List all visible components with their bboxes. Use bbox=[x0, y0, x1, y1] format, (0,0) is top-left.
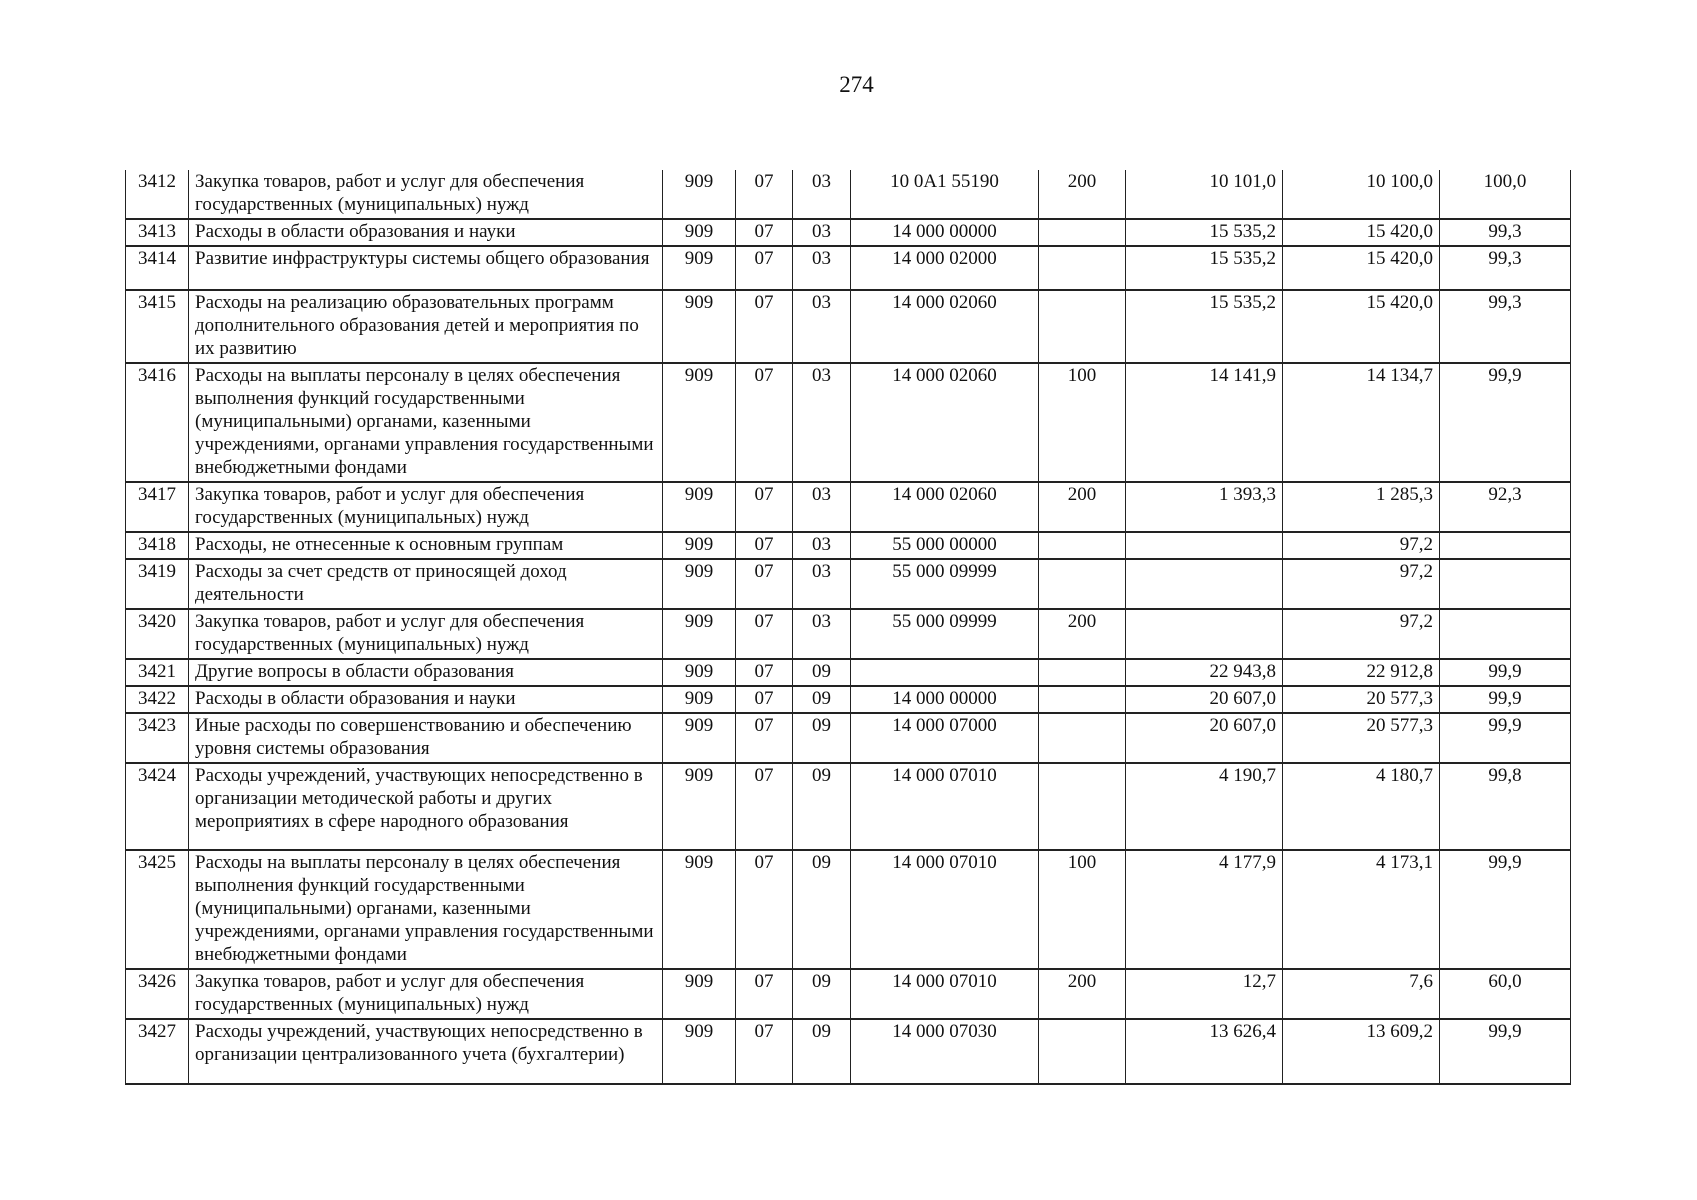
expense-kind-cell bbox=[1039, 219, 1126, 246]
target-code-cell: 10 0A1 55190 bbox=[851, 170, 1039, 219]
expense-kind-cell: 200 bbox=[1039, 482, 1126, 532]
percent-cell bbox=[1440, 609, 1571, 659]
section-code-cell: 07 bbox=[736, 713, 793, 763]
planned-amount-cell: 22 943,8 bbox=[1126, 659, 1283, 686]
target-code-cell: 14 000 07010 bbox=[851, 850, 1039, 969]
planned-amount-cell: 12,7 bbox=[1126, 969, 1283, 1019]
section-code-cell: 07 bbox=[736, 170, 793, 219]
table-row bbox=[126, 659, 1571, 686]
expense-name-cell: Расходы учреждений, участвующих непосредственно в организации централизованного учета (бухгалтерии) bbox=[189, 1019, 663, 1084]
table-row bbox=[126, 609, 1571, 659]
subsection-code-cell: 03 bbox=[793, 219, 851, 246]
subsection-code-cell: 09 bbox=[793, 659, 851, 686]
section-code-cell: 07 bbox=[736, 246, 793, 290]
percent-cell bbox=[1440, 559, 1571, 609]
expense-kind-cell: 200 bbox=[1039, 609, 1126, 659]
subsection-code-cell: 09 bbox=[793, 713, 851, 763]
percent-cell: 99,9 bbox=[1440, 659, 1571, 686]
row-number-cell: 3420 bbox=[126, 609, 189, 659]
planned-amount-cell: 4 177,9 bbox=[1126, 850, 1283, 969]
target-code-cell: 14 000 02060 bbox=[851, 290, 1039, 363]
table-row bbox=[126, 290, 1571, 363]
percent-cell: 99,9 bbox=[1440, 686, 1571, 713]
admin-code-cell: 909 bbox=[663, 246, 736, 290]
table-row bbox=[126, 363, 1571, 482]
expense-kind-cell bbox=[1039, 246, 1126, 290]
percent-cell: 92,3 bbox=[1440, 482, 1571, 532]
row-number-cell: 3425 bbox=[126, 850, 189, 969]
planned-amount-cell: 10 101,0 bbox=[1126, 170, 1283, 219]
actual-amount-cell: 15 420,0 bbox=[1283, 290, 1440, 363]
subsection-code-cell: 03 bbox=[793, 170, 851, 219]
planned-amount-cell: 20 607,0 bbox=[1126, 713, 1283, 763]
planned-amount-cell: 15 535,2 bbox=[1126, 290, 1283, 363]
planned-amount-cell bbox=[1126, 532, 1283, 559]
percent-cell: 99,8 bbox=[1440, 763, 1571, 850]
row-number-cell: 3423 bbox=[126, 713, 189, 763]
actual-amount-cell: 15 420,0 bbox=[1283, 246, 1440, 290]
table-row bbox=[126, 246, 1571, 290]
section-code-cell: 07 bbox=[736, 219, 793, 246]
admin-code-cell: 909 bbox=[663, 1019, 736, 1084]
actual-amount-cell: 13 609,2 bbox=[1283, 1019, 1440, 1084]
expense-kind-cell: 100 bbox=[1039, 850, 1126, 969]
table-row bbox=[126, 559, 1571, 609]
actual-amount-cell: 97,2 bbox=[1283, 609, 1440, 659]
admin-code-cell: 909 bbox=[663, 969, 736, 1019]
admin-code-cell: 909 bbox=[663, 219, 736, 246]
actual-amount-cell: 15 420,0 bbox=[1283, 219, 1440, 246]
actual-amount-cell: 1 285,3 bbox=[1283, 482, 1440, 532]
row-number-cell: 3418 bbox=[126, 532, 189, 559]
planned-amount-cell: 15 535,2 bbox=[1126, 246, 1283, 290]
actual-amount-cell: 14 134,7 bbox=[1283, 363, 1440, 482]
section-code-cell: 07 bbox=[736, 363, 793, 482]
planned-amount-cell: 4 190,7 bbox=[1126, 763, 1283, 850]
target-code-cell: 14 000 07010 bbox=[851, 763, 1039, 850]
subsection-code-cell: 09 bbox=[793, 686, 851, 713]
budget-table bbox=[125, 170, 1571, 1085]
actual-amount-cell: 97,2 bbox=[1283, 532, 1440, 559]
target-code-cell: 14 000 02060 bbox=[851, 482, 1039, 532]
expense-kind-cell bbox=[1039, 559, 1126, 609]
subsection-code-cell: 03 bbox=[793, 290, 851, 363]
row-number-cell: 3424 bbox=[126, 763, 189, 850]
table-row bbox=[126, 482, 1571, 532]
admin-code-cell: 909 bbox=[663, 713, 736, 763]
section-code-cell: 07 bbox=[736, 659, 793, 686]
table-row bbox=[126, 170, 1571, 219]
admin-code-cell: 909 bbox=[663, 170, 736, 219]
target-code-cell: 55 000 09999 bbox=[851, 609, 1039, 659]
row-number-cell: 3415 bbox=[126, 290, 189, 363]
row-number-cell: 3422 bbox=[126, 686, 189, 713]
actual-amount-cell: 10 100,0 bbox=[1283, 170, 1440, 219]
table-row bbox=[126, 219, 1571, 246]
table-row bbox=[126, 969, 1571, 1019]
section-code-cell: 07 bbox=[736, 532, 793, 559]
expense-name-cell: Другие вопросы в области образования bbox=[189, 659, 663, 686]
section-code-cell: 07 bbox=[736, 290, 793, 363]
percent-cell: 100,0 bbox=[1440, 170, 1571, 219]
section-code-cell: 07 bbox=[736, 850, 793, 969]
section-code-cell: 07 bbox=[736, 686, 793, 713]
actual-amount-cell: 20 577,3 bbox=[1283, 713, 1440, 763]
percent-cell: 99,9 bbox=[1440, 850, 1571, 969]
admin-code-cell: 909 bbox=[663, 659, 736, 686]
section-code-cell: 07 bbox=[736, 609, 793, 659]
percent-cell: 60,0 bbox=[1440, 969, 1571, 1019]
subsection-code-cell: 03 bbox=[793, 246, 851, 290]
expense-kind-cell: 100 bbox=[1039, 363, 1126, 482]
actual-amount-cell: 20 577,3 bbox=[1283, 686, 1440, 713]
subsection-code-cell: 09 bbox=[793, 850, 851, 969]
admin-code-cell: 909 bbox=[663, 532, 736, 559]
target-code-cell: 55 000 09999 bbox=[851, 559, 1039, 609]
expense-kind-cell bbox=[1039, 713, 1126, 763]
target-code-cell: 14 000 00000 bbox=[851, 686, 1039, 713]
target-code-cell: 14 000 07030 bbox=[851, 1019, 1039, 1084]
expense-kind-cell bbox=[1039, 763, 1126, 850]
table-row bbox=[126, 850, 1571, 969]
planned-amount-cell: 15 535,2 bbox=[1126, 219, 1283, 246]
subsection-code-cell: 03 bbox=[793, 532, 851, 559]
row-number-cell: 3414 bbox=[126, 246, 189, 290]
target-code-cell: 14 000 07010 bbox=[851, 969, 1039, 1019]
admin-code-cell: 909 bbox=[663, 609, 736, 659]
table-row bbox=[126, 1019, 1571, 1084]
percent-cell: 99,3 bbox=[1440, 246, 1571, 290]
percent-cell: 99,3 bbox=[1440, 290, 1571, 363]
subsection-code-cell: 03 bbox=[793, 559, 851, 609]
section-code-cell: 07 bbox=[736, 969, 793, 1019]
row-number-cell: 3419 bbox=[126, 559, 189, 609]
target-code-cell: 55 000 00000 bbox=[851, 532, 1039, 559]
expense-name-cell: Расходы на реализацию образовательных программ дополнительного образования детей и мероприятия по их развитию bbox=[189, 290, 663, 363]
percent-cell: 99,9 bbox=[1440, 1019, 1571, 1084]
expense-name-cell: Закупка товаров, работ и услуг для обеспечения государственных (муниципальных) нужд bbox=[189, 609, 663, 659]
planned-amount-cell bbox=[1126, 609, 1283, 659]
actual-amount-cell: 4 180,7 bbox=[1283, 763, 1440, 850]
expense-name-cell: Иные расходы по совершенствованию и обеспечению уровня системы образования bbox=[189, 713, 663, 763]
expense-kind-cell: 200 bbox=[1039, 170, 1126, 219]
subsection-code-cell: 09 bbox=[793, 969, 851, 1019]
planned-amount-cell: 20 607,0 bbox=[1126, 686, 1283, 713]
planned-amount-cell: 1 393,3 bbox=[1126, 482, 1283, 532]
expense-kind-cell bbox=[1039, 1019, 1126, 1084]
percent-cell: 99,9 bbox=[1440, 713, 1571, 763]
percent-cell: 99,9 bbox=[1440, 363, 1571, 482]
target-code-cell: 14 000 02000 bbox=[851, 246, 1039, 290]
target-code-cell: 14 000 02060 bbox=[851, 363, 1039, 482]
row-number-cell: 3412 bbox=[126, 170, 189, 219]
admin-code-cell: 909 bbox=[663, 363, 736, 482]
expense-kind-cell: 200 bbox=[1039, 969, 1126, 1019]
expense-name-cell: Расходы учреждений, участвующих непосредственно в организации методической работы и других мероприятиях в сфере народного образования bbox=[189, 763, 663, 850]
table-row bbox=[126, 686, 1571, 713]
actual-amount-cell: 22 912,8 bbox=[1283, 659, 1440, 686]
actual-amount-cell: 97,2 bbox=[1283, 559, 1440, 609]
expense-kind-cell bbox=[1039, 659, 1126, 686]
percent-cell bbox=[1440, 532, 1571, 559]
actual-amount-cell: 7,6 bbox=[1283, 969, 1440, 1019]
expense-name-cell: Расходы за счет средств от приносящей доход деятельности bbox=[189, 559, 663, 609]
table-row bbox=[126, 763, 1571, 850]
section-code-cell: 07 bbox=[736, 1019, 793, 1084]
expense-name-cell: Расходы в области образования и науки bbox=[189, 219, 663, 246]
planned-amount-cell: 13 626,4 bbox=[1126, 1019, 1283, 1084]
expense-name-cell: Расходы на выплаты персоналу в целях обеспечения выполнения функций государственными (муниципальными) органами, казенными учреждениями, органами управления государственными внебюджетными фондами bbox=[189, 363, 663, 482]
admin-code-cell: 909 bbox=[663, 686, 736, 713]
expense-name-cell: Расходы на выплаты персоналу в целях обеспечения выполнения функций государственными (муниципальными) органами, казенными учреждениями, органами управления государственными внебюджетными фондами bbox=[189, 850, 663, 969]
section-code-cell: 07 bbox=[736, 559, 793, 609]
expense-name-cell: Закупка товаров, работ и услуг для обеспечения государственных (муниципальных) нужд bbox=[189, 969, 663, 1019]
row-number-cell: 3413 bbox=[126, 219, 189, 246]
row-number-cell: 3427 bbox=[126, 1019, 189, 1084]
expense-name-cell: Закупка товаров, работ и услуг для обеспечения государственных (муниципальных) нужд bbox=[189, 482, 663, 532]
row-number-cell: 3426 bbox=[126, 969, 189, 1019]
admin-code-cell: 909 bbox=[663, 559, 736, 609]
expense-name-cell: Развитие инфраструктуры системы общего образования bbox=[189, 246, 663, 290]
page-number: 274 bbox=[839, 72, 874, 97]
admin-code-cell: 909 bbox=[663, 290, 736, 363]
admin-code-cell: 909 bbox=[663, 482, 736, 532]
subsection-code-cell: 03 bbox=[793, 363, 851, 482]
admin-code-cell: 909 bbox=[663, 850, 736, 969]
expense-kind-cell bbox=[1039, 532, 1126, 559]
target-code-cell bbox=[851, 659, 1039, 686]
planned-amount-cell bbox=[1126, 559, 1283, 609]
subsection-code-cell: 09 bbox=[793, 1019, 851, 1084]
planned-amount-cell: 14 141,9 bbox=[1126, 363, 1283, 482]
expense-name-cell: Расходы, не отнесенные к основным группам bbox=[189, 532, 663, 559]
expense-name-cell: Расходы в области образования и науки bbox=[189, 686, 663, 713]
row-number-cell: 3417 bbox=[126, 482, 189, 532]
expense-kind-cell bbox=[1039, 686, 1126, 713]
target-code-cell: 14 000 00000 bbox=[851, 219, 1039, 246]
row-number-cell: 3421 bbox=[126, 659, 189, 686]
section-code-cell: 07 bbox=[736, 763, 793, 850]
budget-table-body bbox=[126, 170, 1571, 1084]
subsection-code-cell: 03 bbox=[793, 482, 851, 532]
actual-amount-cell: 4 173,1 bbox=[1283, 850, 1440, 969]
row-number-cell: 3416 bbox=[126, 363, 189, 482]
section-code-cell: 07 bbox=[736, 482, 793, 532]
expense-kind-cell bbox=[1039, 290, 1126, 363]
table-row bbox=[126, 713, 1571, 763]
target-code-cell: 14 000 07000 bbox=[851, 713, 1039, 763]
table-row bbox=[126, 532, 1571, 559]
subsection-code-cell: 09 bbox=[793, 763, 851, 850]
subsection-code-cell: 03 bbox=[793, 609, 851, 659]
expense-name-cell: Закупка товаров, работ и услуг для обеспечения государственных (муниципальных) нужд bbox=[189, 170, 663, 219]
admin-code-cell: 909 bbox=[663, 763, 736, 850]
percent-cell: 99,3 bbox=[1440, 219, 1571, 246]
